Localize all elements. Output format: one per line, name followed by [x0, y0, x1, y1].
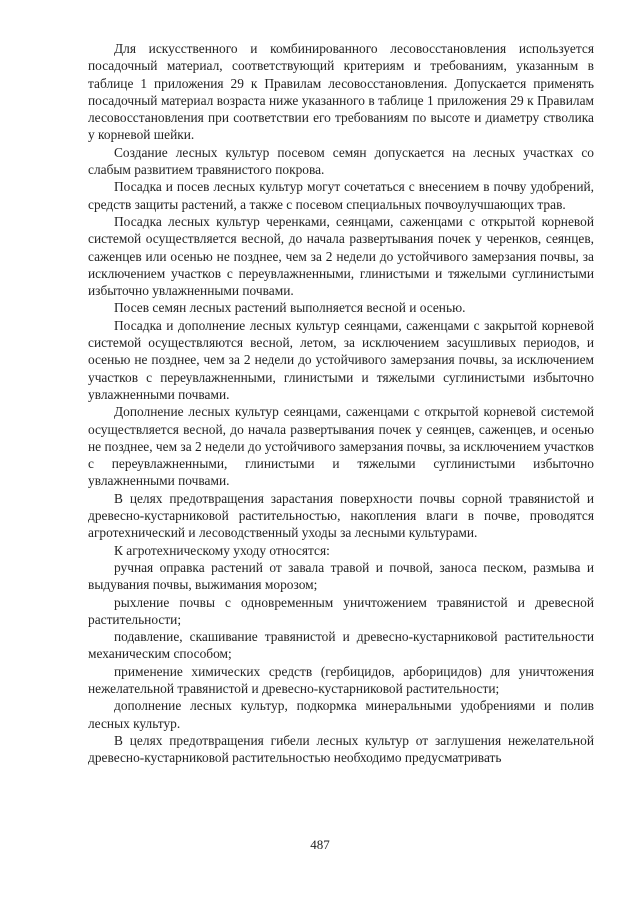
paragraph-open-root-planting: Посадка лесных культур черенками, сеянцами, саженцами с открытой корневой системой осуществляется весной, до начала развертывания почек у черенков, сеянцев, саженцев или осенью не позднее, чем за 2 недели до устойчивого замерзания почвы, за исключением участков с переувлажненными, глинистыми и тяжелыми суглинистыми избыточно увлажненными почвами. [88, 213, 594, 299]
paragraph-closed-root-planting: Посадка и дополнение лесных культур сеянцами, саженцами с закрытой корневой системой осуществляются весной, летом, за исключением засушливых периодов, и осенью не позднее, чем за 2 недели до устойчивого замерзания почвы, за исключением участков с переувлажненными, глинистыми и тяжелыми суглинистыми избыточно увлажненными почвами. [88, 317, 594, 402]
paragraph-open-root-supplement: Дополнение лесных культур сеянцами, саженцами с открытой корневой системой осуществляется весной, до начала развертывания почек у сеянцев, саженцев, и осенью не позднее, чем за 2 недели до устойчивого замерзания почвы, за исключением участков с переувлажненными, глинистыми и тяжелыми суглинистыми избыточно увлажненными почвами. [88, 404, 594, 489]
list-item-mowing: подавление, скашивание травянистой и древесно-кустарниковой растительности механическим способом; [88, 629, 594, 662]
paragraph-planting-material: Для искусственного и комбинированного лесовосстановления используется посадочный материал, соответствующий критериям и требованиям, указанным в таблице 1 приложения 29 к Правилам лесовосстановления. Допускается применять посадочный материал возраста ниже указанного в таблице 1 приложения 29 к Правилам лесовосстановления при соответствии его требованиям по высоте и диаметру стволика у корневой шейки. [88, 41, 594, 143]
list-item-loosening: рыхление почвы с одновременным уничтожением травянистой и древесной растительности; [88, 594, 594, 627]
list-item-chemicals: применение химических средств (гербицидов, арборицидов) для уничтожения нежелательной травянистой и древесно-кустарниковой растительности; [88, 663, 594, 696]
paragraph-seed-season: Посев семян лесных растений выполняется весной и осенью. [114, 300, 466, 316]
list-item-manual-adjustment: ручная оправка растений от завала травой и почвой, заноса песком, размыва и выдувания почвы, выжимания морозом; [88, 559, 594, 593]
paragraph-seed-sowing: Создание лесных культур посевом семян допускается на лесных участках со слабым развитием травянистого покрова. [88, 144, 594, 178]
page-number: 487 [310, 837, 330, 852]
paragraph-agrotechnical-intro: К агротехническому уходу относятся: [114, 542, 330, 558]
paragraph-care-purpose: В целях предотвращения зарастания поверхности почвы сорной травянистой и древесно-кустарниковой растительностью, накопления влаги в почве, проводятся агротехнический и лесоводственный уходы за лесными культурами. [88, 490, 594, 541]
paragraph-overgrowth-prevention: В целях предотвращения гибели лесных культур от заглушения нежелательной древесно-кустарниковой растительностью необходимо предусматривать [88, 732, 594, 766]
document-body [88, 40, 594, 766]
paragraph-fertilizers: Посадка и посев лесных культур могут сочетаться с внесением в почву удобрений, средств защиты растений, а также с посевом специальных почвоулучшающих трав. [88, 179, 594, 212]
list-item-supplement-feeding: дополнение лесных культур, подкормка минеральными удобрениями и полив лесных культур. [88, 698, 594, 731]
